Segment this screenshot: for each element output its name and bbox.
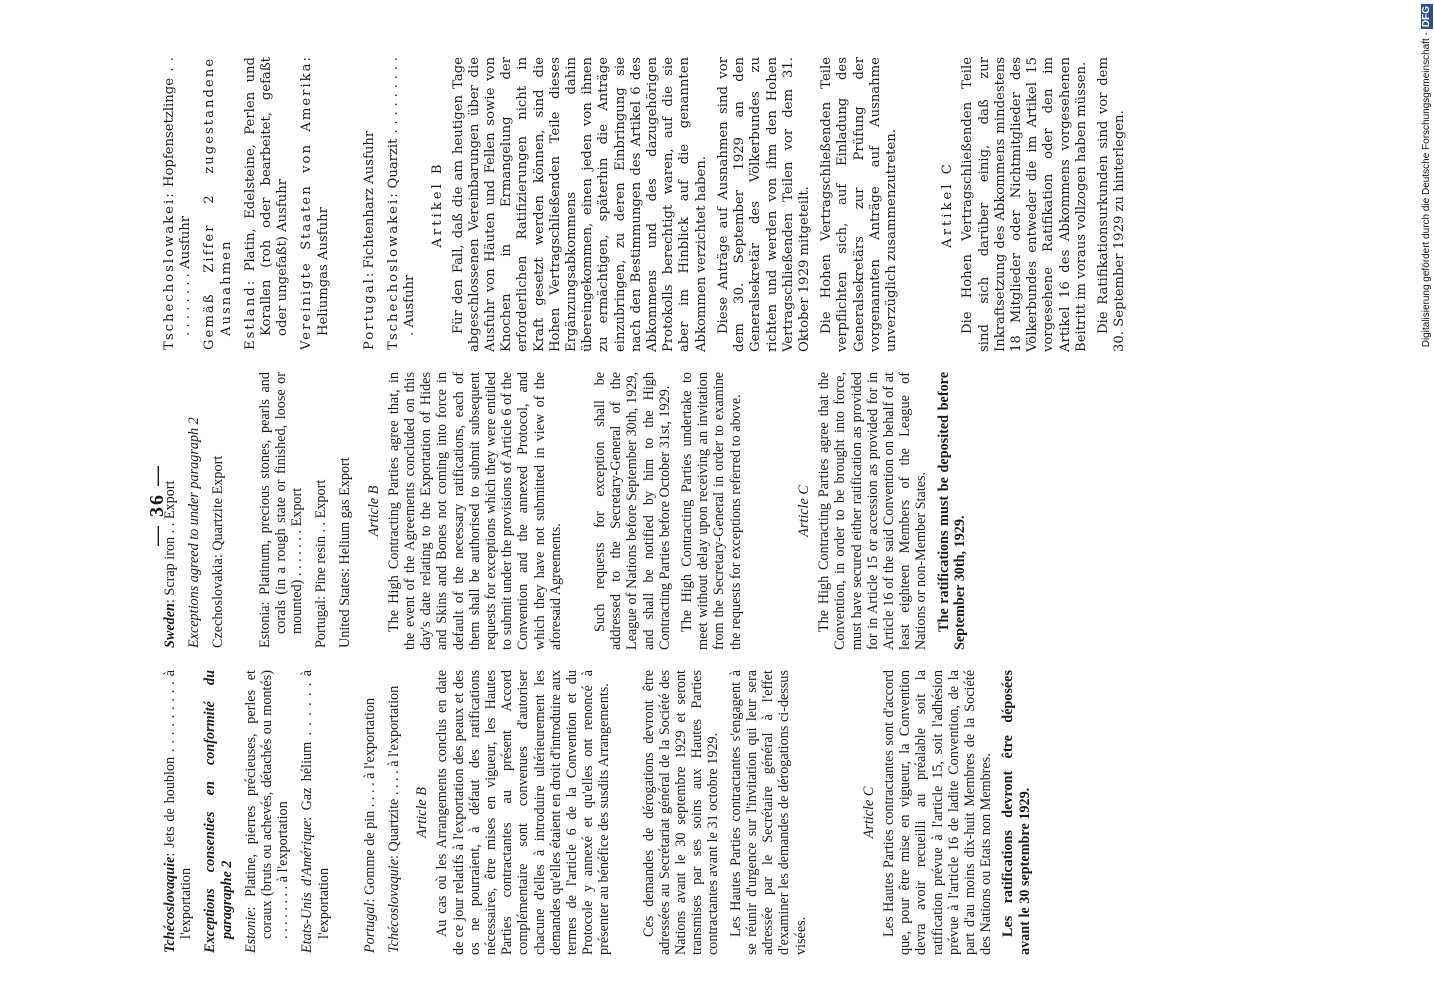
en-article-b-heading: Article B: [365, 485, 382, 537]
en-estonia: Estonia: Platinum, precious stones, pearls and corals (in a rough state or finished, loose or mounted) . . . . . . . Export: [256, 372, 306, 648]
en-portugal: Portugal: Pine resin . . Export: [313, 479, 330, 648]
dfg-logo: DFG: [1421, 6, 1432, 28]
french-column: [162, 670, 1039, 955]
de-portugal: Portugal: Fichtenharz Ausfuhr: [361, 130, 377, 350]
fr-article-c-heading: Article C: [860, 786, 877, 839]
page-number: — 36 —: [146, 464, 168, 546]
fr-portugal: Portugal: Gomme de pin . . . . à l'exportation: [361, 697, 378, 953]
fr-article-c-para-1: Les Hautes Parties contractantes sont d'accord que, pour être mise en vigueur, la Convention devra avoir recueilli au préalable soit la ratification prévue à l'article 15, soit l'adhésion prévue à l'article 16 de ladite Convention, de la part d'au moins dix-huit Membres de la Société des Nations ou Etats non Membres.: [880, 670, 995, 955]
fr-export-tchecoslovaquie: Tchécoslovaquie: Jets de houblon . . . . . . . . . à l'exportation: [162, 670, 195, 953]
margin-note-text: Digitalisierung gefördert durch die Deutsche Forschungsgemeinschaft -: [1421, 32, 1432, 348]
fr-tchecoslovaquie-quartzite: Tchécoslovaquie: Quartzite . . . . à l'exportation: [386, 685, 403, 953]
en-article-c-heading: Article C: [795, 485, 812, 537]
en-czechoslovakia: Czechoslovakia: Quartzite Export: [210, 455, 227, 648]
en-article-b-para-1: The High Contracting Parties agree that, in the event of the Agreements concluded on this day's date relating to the Exportation of Hides and Skins and Bones not coming into force in default of the necessary ratifications, each of them shall be authorised to submit subsequent requests for exceptions which they were entitled to submit under the provisions of Article 6 of the Convention and the annexed Protocol, and which they have not submitted in view of the aforesaid Agreements.: [385, 372, 564, 650]
fr-estonie: Estonie: Platine, pierres précieuses, perles et coraux (bruts ou achevés, détachés ou montés) . . . . . . . . à l'exportation: [242, 670, 292, 953]
fr-article-c-para-2: Les ratifications devront être déposées avant le 30 septembre 1929.: [1000, 670, 1033, 955]
fr-exceptions-title: Exceptions consenties en conformité du paragraphe 2: [202, 670, 235, 953]
rotated-page-content: [140, 55, 1330, 955]
de-tschechoslowakei-quarzit: Tschechoslowakei: Quarzit . . . . . . . . . . Ausfuhr: [386, 57, 418, 350]
en-united-states: United States: Helium gas Export: [337, 457, 354, 648]
de-vereinigte-staaten: Vereinigte Staaten von Amerika: Heliumgas Ausfuhr: [299, 57, 331, 350]
en-sweden: Sweden: Scrap iron . . Export: [162, 480, 178, 648]
de-exceptions-title: Gemäß Ziffer 2 zugestandene Ausnahmen: [202, 57, 234, 350]
de-article-b-para-2: Diese Anträge auf Ausnahmen sind vor dem 30. September 1929 an den Generalsekretär des Völkerbundes zu richten und werden von ihm den Hohen Vertragschließenden Teilen vor dem 31. Oktober 1929 mitgeteilt.: [715, 57, 812, 352]
german-column: [162, 57, 1134, 352]
de-estland: Estland: Platin, Edelsteine, Perlen und Korallen (roh oder bearbeitet, gefaßt oder ungefaßt) Ausfuhr: [242, 57, 291, 350]
en-article-c-para-2: The ratifications must be deposited before September 30th, 1929.: [935, 372, 968, 650]
fr-article-b-para-2: Ces demandes de dérogations devront être adressées au Secrétariat général de la Société des Nations avant le 30 septembre 1929 et seront transmises par ses soins aux Hautes Parties contractantes avant le 31 octobre 1929.: [640, 670, 722, 955]
fr-etats-unis: Etats-Unis d'Amérique: Gaz hélium . . . . . . à l'exportation: [299, 669, 332, 953]
en-article-b-para-3: The High Contracting Parties undertake to meet without delay upon receiving an invitation from the Secretary-General in order to examine the requests for exceptions referred to above.: [679, 372, 744, 650]
fr-article-b-para-1: Au cas où les Arrangements conclus en date de ce jour relatifs à l'exportation des peaux et des os ne pourraient, à défaut des ratifications nécessaires, être mises en vigueur, les Hautes Parties contractantes au présent Accord complémentaire sont convenues d'autoriser chacune d'elles à introduire ultérieurement les demandes qu'elles étaient en droit d'introduire aux termes de l'article 6 de la Convention et du Protocole y annexé et qu'elles ont renoncé à présenter au bénéfice des susdits Arrangements.: [434, 670, 613, 955]
de-tschechoslowakei: Tschechoslowakei: Hopfensetzlinge . . . . . . . . . . Ausfuhr: [162, 57, 194, 350]
en-article-c-para-1: The High Contracting Parties agree that the Convention, in order to be brought into force, must have secured either ratification as provided for in Article 15 or accession as provided for in Article 16 of the said Convention on behalf of at least eighteen Members of the League of Nations or non-Member States.: [816, 372, 930, 650]
fr-article-b-para-3: Les Hautes Parties contractantes s'engagent à se réunir d'urgence sur l'invitation qui leur sera adressée par le Secrétaire général à l'effet d'examiner les demandes de dérogations ci-dessus visées.: [727, 670, 809, 955]
fr-article-b-heading: Article B: [414, 787, 431, 838]
de-article-c-para-2: Die Ratifikationsurkunden sind vor dem 30. September 1929 zu hinterlegen.: [1095, 57, 1128, 352]
de-article-c-para-1: Die Hohen Vertragschließenden Teile sind sich darüber einig, daß zur Inkraftsetzung des Abkommens mindestens 18 Mitglieder oder Nichtmitglieder des Völkerbundes entweder die im Artikel 15 vorgesehene Ratifikation oder den im Artikel 16 des Abkommens vorgesehenen Beitritt im voraus vollzogen haben müssen.: [960, 57, 1089, 352]
en-exceptions-title: Exceptions agreed to under paragraph 2: [186, 417, 203, 648]
de-article-b-heading: Artikel B: [430, 161, 446, 248]
english-column: [162, 372, 974, 650]
de-article-b-para-3: Die Hohen Vertragschließenden Teile verpflichten sich, auf Einladung des Generalsekretärs zur Prüfung der vorgenannten Anträge auf Ausnahme unverzüglich zusammenzutreten.: [819, 57, 899, 352]
dfg-margin-note: [1421, 4, 1433, 996]
de-article-c-heading: Artikel C: [940, 161, 956, 248]
de-article-b-para-1: Für den Fall, daß die am heutigen Tage abgeschlossenen Vereinbarungen über die Ausfuhr von Häuten und Fellen sowie von Knochen in Ermangelung der erforderlichen Ratifizierungen nicht in Kraft gesetzt werden können, sind die Hohen Vertragschließenden Teile dieses Ergänzungsabkommens dahin übereingekommen, einen jeden von ihnen zu ermächtigen, späterhin die Anträge einzubringen, zu deren Einbringung sie nach den Bestimmungen des Artikel 6 des Abkommens und des dazugehörigen Protokolls berechtigt waren, auf die sie aber im Hinblick auf die genannten Abkommen verzichtet haben.: [450, 57, 709, 352]
en-article-b-para-2: Such requests for exception shall be addressed to the Secretary-General of the League of Nations before September 30th, 1929, and shall be notified by him to the High Contracting Parties before October 31st, 1929.: [592, 372, 673, 650]
